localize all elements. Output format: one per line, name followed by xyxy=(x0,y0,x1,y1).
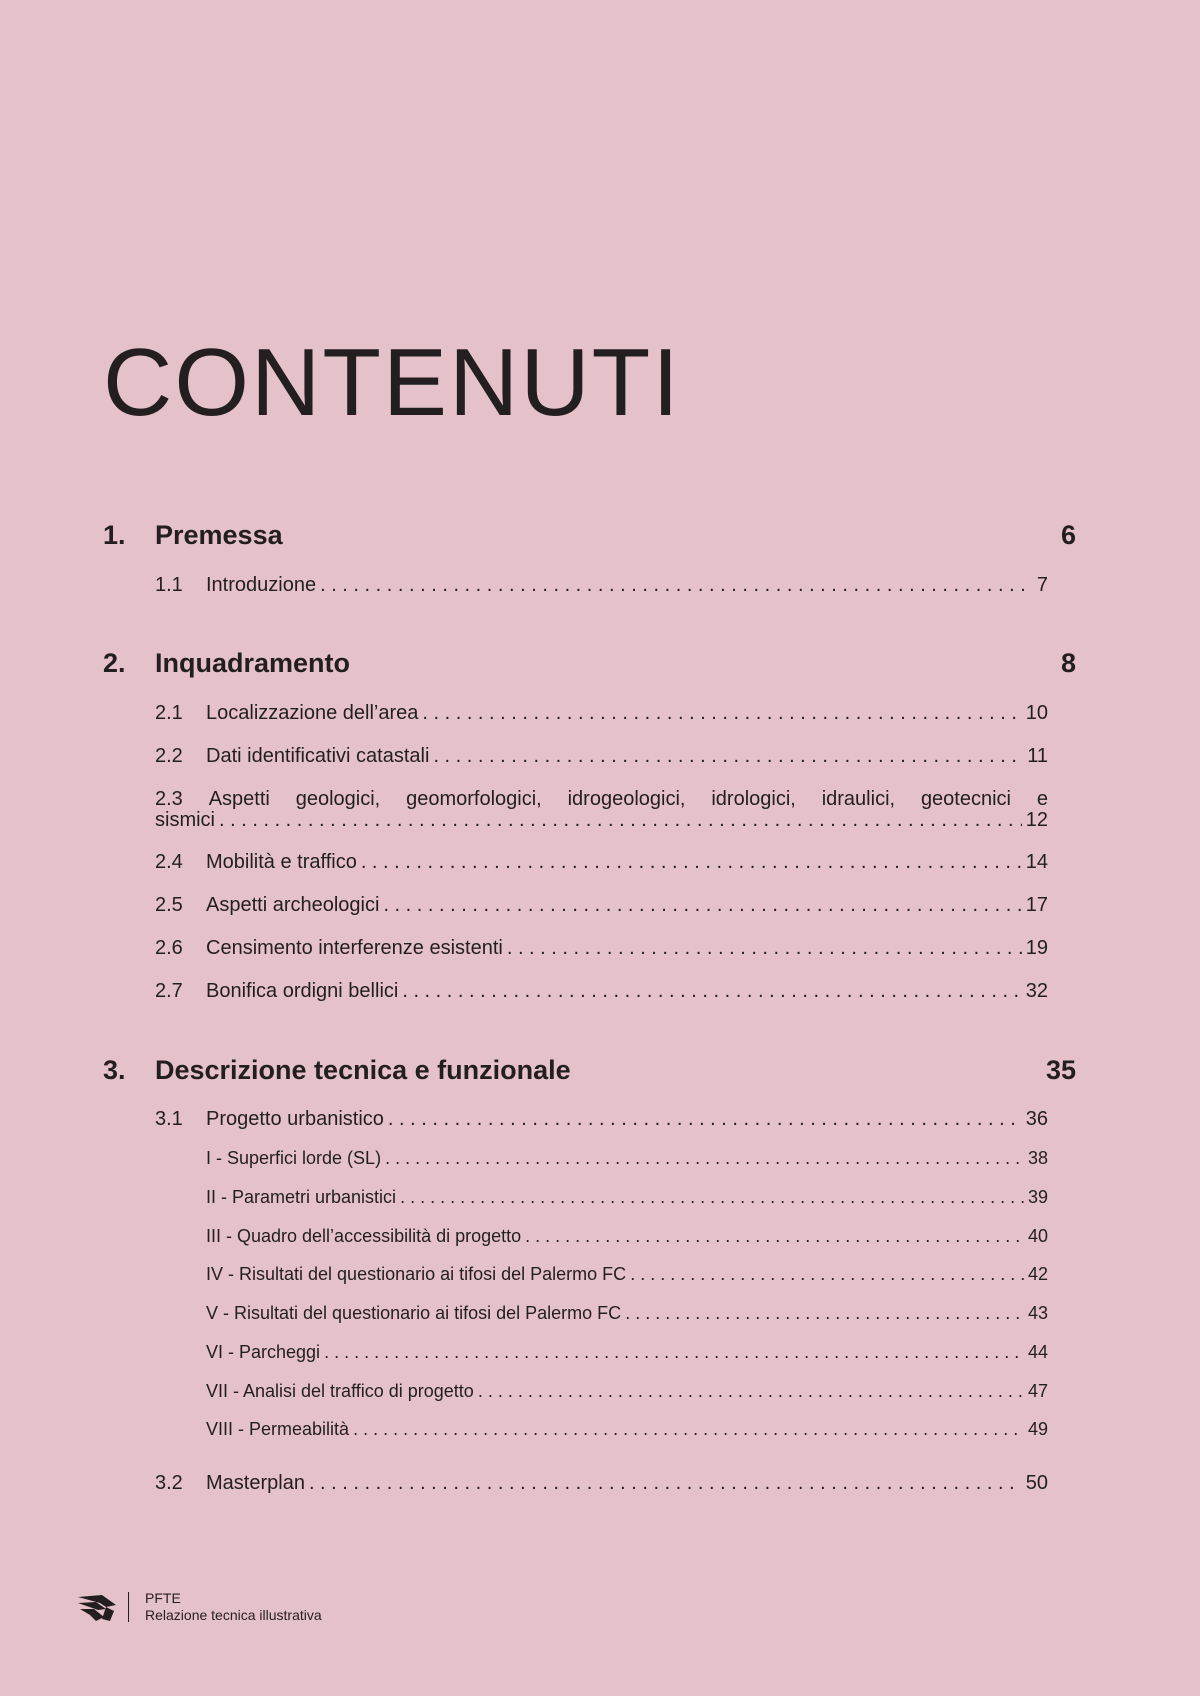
page-title: CONTENUTI xyxy=(103,329,681,436)
toc-subentry-6[interactable] xyxy=(206,1343,1048,1361)
entry-label: Introduzione xyxy=(206,574,317,596)
entry-number: 2.6 xyxy=(155,937,183,959)
toc-subentry-8[interactable] xyxy=(206,1420,1048,1438)
dot-leader xyxy=(309,1473,1022,1493)
section-label: Premessa xyxy=(155,520,283,550)
entry-label: Localizzazione dell’area xyxy=(206,702,419,724)
dot-leader xyxy=(353,1420,1024,1438)
toc-entry-1-1[interactable] xyxy=(155,575,1048,595)
dot-leader xyxy=(388,1109,1022,1129)
toc-entry-2-4[interactable] xyxy=(155,852,1048,872)
entry-number: 2.3 xyxy=(155,788,183,810)
entry-line-1 xyxy=(155,789,1048,810)
entry-label: Bonifica ordigni bellici xyxy=(206,980,399,1002)
eagle-logo-icon xyxy=(76,1591,118,1623)
entry-label: VI - Parcheggi xyxy=(206,1342,321,1362)
entry-page: 47 xyxy=(1027,1381,1048,1401)
entry-line-2 xyxy=(155,810,1048,831)
entry-page: 43 xyxy=(1027,1303,1048,1323)
page-footer xyxy=(76,1590,322,1624)
entry-label: Progetto urbanistico xyxy=(206,1108,384,1130)
entry-label: III - Quadro dell’accessibilità di progetto xyxy=(206,1226,522,1246)
toc-entry-2-5[interactable] xyxy=(155,895,1048,915)
entry-number: 2.5 xyxy=(155,894,183,916)
entry-label: Masterplan xyxy=(206,1472,305,1494)
entry-label: IV - Risultati del questionario ai tifosi del Palermo FC xyxy=(206,1264,627,1284)
section-number: 1. xyxy=(103,520,126,550)
entry-page: 44 xyxy=(1027,1342,1048,1362)
footer-doc-title: Relazione tecnica illustrativa xyxy=(145,1607,322,1623)
entry-word: idrogeologici, xyxy=(567,788,686,810)
entry-page: 7 xyxy=(1036,574,1048,596)
toc-subentry-1[interactable] xyxy=(206,1149,1048,1167)
entry-page: 40 xyxy=(1027,1226,1048,1246)
entry-page: 19 xyxy=(1025,937,1048,959)
toc-entry-2-3[interactable] xyxy=(155,789,1048,831)
dot-leader xyxy=(433,746,1023,766)
toc-entry-2-1[interactable] xyxy=(155,703,1048,723)
dot-leader xyxy=(625,1304,1024,1322)
dot-leader xyxy=(478,1382,1024,1400)
entry-word: e xyxy=(1036,788,1048,810)
dot-leader xyxy=(219,810,1022,831)
entry-page: 39 xyxy=(1027,1187,1048,1207)
dot-leader xyxy=(383,895,1021,915)
dot-leader xyxy=(630,1265,1024,1283)
entry-word: geologici, xyxy=(295,788,381,810)
entry-number: 3.2 xyxy=(155,1472,183,1494)
section-label: Inquadramento xyxy=(155,648,351,678)
entry-label: VII - Analisi del traffico di progetto xyxy=(206,1381,474,1401)
section-number: 2. xyxy=(103,648,126,678)
toc-subentry-2[interactable] xyxy=(206,1188,1048,1206)
entry-label: Aspetti archeologici xyxy=(206,894,380,916)
entry-word: idraulici, xyxy=(821,788,896,810)
footer-divider xyxy=(128,1592,129,1622)
section-page: 8 xyxy=(1060,648,1076,678)
dot-leader xyxy=(525,1227,1024,1245)
entry-page: 17 xyxy=(1025,894,1048,916)
entry-label: II - Parametri urbanistici xyxy=(206,1187,397,1207)
toc-entry-3-2[interactable] xyxy=(155,1473,1048,1493)
toc-entry-3-1[interactable] xyxy=(155,1109,1048,1129)
entry-page: 36 xyxy=(1025,1108,1048,1130)
entry-page: 50 xyxy=(1025,1472,1048,1494)
entry-word: geotecnici xyxy=(920,788,1011,810)
footer-doc-code: PFTE xyxy=(145,1590,181,1606)
entry-page: 14 xyxy=(1025,851,1048,873)
dot-leader xyxy=(422,703,1021,723)
section-page: 6 xyxy=(1060,520,1076,550)
entry-page: 11 xyxy=(1027,745,1048,767)
entry-number: 2.4 xyxy=(155,851,183,873)
entry-word: geomorfologici, xyxy=(406,788,542,810)
dot-leader xyxy=(361,852,1022,872)
toc-entry-2-2[interactable] xyxy=(155,746,1048,766)
entry-page: 10 xyxy=(1025,702,1048,724)
entry-label: VIII - Permeabilità xyxy=(206,1419,350,1439)
entry-label: Dati identificativi catastali xyxy=(206,745,430,767)
entry-number: 1.1 xyxy=(155,574,183,596)
entry-label-continued: sismici xyxy=(155,809,215,831)
entry-number: 2.1 xyxy=(155,702,183,724)
toc-subentry-4[interactable] xyxy=(206,1265,1048,1283)
toc-subentry-5[interactable] xyxy=(206,1304,1048,1322)
toc-entry-2-6[interactable] xyxy=(155,938,1048,958)
toc-subentry-7[interactable] xyxy=(206,1382,1048,1400)
entry-page: 32 xyxy=(1025,980,1048,1002)
dot-leader xyxy=(507,938,1022,958)
entry-page: 42 xyxy=(1027,1264,1048,1284)
entry-number: 2.2 xyxy=(155,745,183,767)
footer-text xyxy=(145,1590,322,1624)
section-number: 3. xyxy=(103,1055,126,1085)
entry-page: 12 xyxy=(1025,809,1048,831)
entry-number: 2.7 xyxy=(155,980,183,1002)
dot-leader xyxy=(385,1149,1024,1167)
entry-page: 49 xyxy=(1027,1419,1048,1439)
dot-leader xyxy=(402,981,1021,1001)
toc-entry-2-7[interactable] xyxy=(155,981,1048,1001)
entry-word: idrologici, xyxy=(711,788,796,810)
section-page: 35 xyxy=(1045,1055,1076,1085)
dot-leader xyxy=(400,1188,1024,1206)
entry-label: Mobilità e traffico xyxy=(206,851,357,873)
entry-page: 38 xyxy=(1027,1148,1048,1168)
entry-word: Aspetti xyxy=(208,788,270,810)
toc-subentry-3[interactable] xyxy=(206,1227,1048,1245)
entry-label: I - Superfici lorde (SL) xyxy=(206,1148,382,1168)
section-label: Descrizione tecnica e funzionale xyxy=(155,1055,571,1085)
entry-label: V - Risultati del questionario ai tifosi del Palermo FC xyxy=(206,1303,622,1323)
entry-number: 3.1 xyxy=(155,1108,183,1130)
dot-leader xyxy=(324,1343,1024,1361)
entry-label: Censimento interferenze esistenti xyxy=(206,937,503,959)
dot-leader xyxy=(320,575,1033,595)
